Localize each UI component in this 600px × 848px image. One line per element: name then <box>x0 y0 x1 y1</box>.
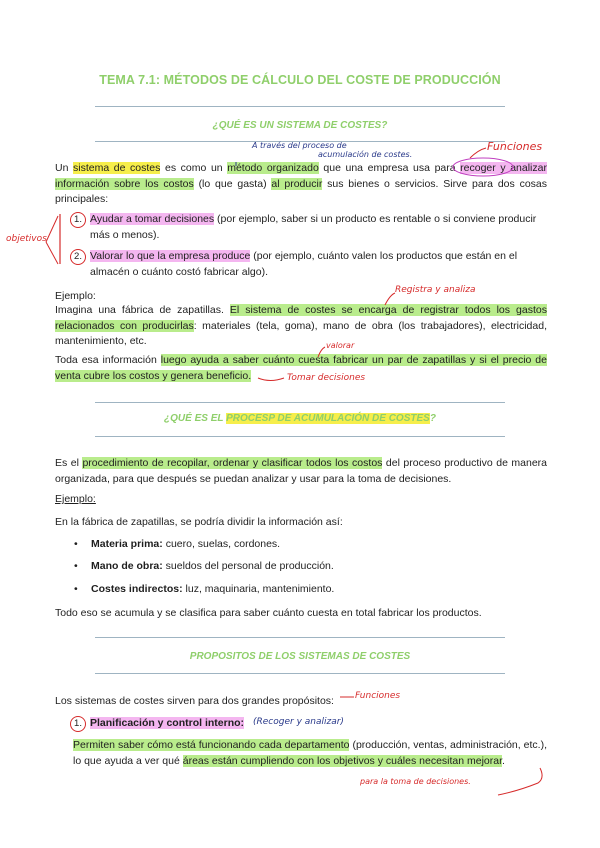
divider <box>95 637 505 638</box>
paragraph-definition: Un sistema de costes es como un método organizado que una empresa usa para recoger y analizar información sobre los costos (lo que gasta) al producir sus bienes o servicios. Sirve para dos cosas principales: <box>55 162 547 205</box>
note-toma: para la toma de decisiones. <box>360 777 471 786</box>
note-funciones-2: Funciones <box>355 691 401 701</box>
bullet-item: • Mano de obra: sueldos del personal de producción. <box>75 560 334 572</box>
section-heading-propositos: PROPOSITOS DE LOS SISTEMAS DE COSTES <box>189 651 411 662</box>
note-atraves: A través del proceso de <box>252 141 347 150</box>
note-tomar: Tomar decisiones <box>287 373 366 383</box>
list-item-planificacion: 1. Planificación y control interno: <box>90 716 547 732</box>
note-registra: Registra y analiza <box>395 285 476 295</box>
note-valorar: valorar <box>326 341 355 350</box>
section-heading-acumulacion: ¿QUÉ ES EL PROCESP DE ACUMULACIÓN DE COSTES? <box>164 413 436 424</box>
example-label: Ejemplo: <box>55 493 96 505</box>
paragraph-info: Toda esa información luego ayuda a saber cuánto cuesta fabricar un par de zapatillas y si el precio de venta cubre los costos y genera beneficio. <box>55 354 547 382</box>
item-number: 2. <box>70 249 86 265</box>
list-item: 2. Valorar lo que la empresa produce (por ejemplo, cuánto valen los productos que están en el almacén o cuánto costó fabricar algo). <box>90 249 547 280</box>
divider <box>95 436 505 437</box>
item-number: 1. <box>70 716 86 732</box>
note-recoger: (Recoger y analizar) <box>253 717 344 727</box>
paragraph-intro: Los sistemas de costes sirven para dos grandes propósitos: <box>55 695 334 707</box>
bullet-item: • Costes indirectos: luz, maquinaria, mantenimiento. <box>75 583 334 595</box>
list-item: 1. Ayudar a tomar decisiones (por ejemplo, saber si un producto es rentable o si conviene producir más o menos). <box>90 212 547 243</box>
paragraph-proceso: Es el procedimiento de recopilar, ordenar y clasificar todos los costos del proceso productivo de manera organizada, para que después se puedan analizar y usar para la toma de decisiones. <box>55 457 548 485</box>
paragraph-example-text: En la fábrica de zapatillas, se podría dividir la información así: <box>55 516 343 528</box>
paragraph-example: Imagina una fábrica de zapatillas. El sistema de costes se encarga de registrar todos los gastos relacionados con producirlas: materiales (tela, goma), mano de obra (los trabajadores), electricidad, mantenimiento, etc. <box>55 304 547 347</box>
note-funciones: Funciones <box>487 140 543 153</box>
section-heading-sistema-costes: ¿QUÉ ES UN SISTEMA DE COSTES? <box>212 120 388 131</box>
paragraph-closing: Todo eso se acumula y se clasifica para saber cuánto cuesta en total fabricar los productos. <box>55 607 482 619</box>
item-number: 1. <box>70 212 86 228</box>
note-objetivos: objetivos <box>6 234 47 244</box>
paragraph-planificacion: Permiten saber cómo está funcionando cada departamento (producción, ventas, administración, etc.), lo que ayuda a ver qué áreas están cumpliendo con los objetivos y cuáles necesitan mejorar. <box>73 739 547 767</box>
page-title: TEMA 7.1: MÉTODOS DE CÁLCULO DEL COSTE DE PRODUCCIÓN <box>99 73 501 87</box>
divider <box>95 673 505 674</box>
divider <box>95 402 505 403</box>
note-acumulacion: acumulación de costes. <box>318 150 413 159</box>
bullet-item: • Materia prima: cuero, suelas, cordones. <box>75 538 280 550</box>
example-label: Ejemplo: <box>55 290 96 302</box>
divider <box>95 106 505 107</box>
